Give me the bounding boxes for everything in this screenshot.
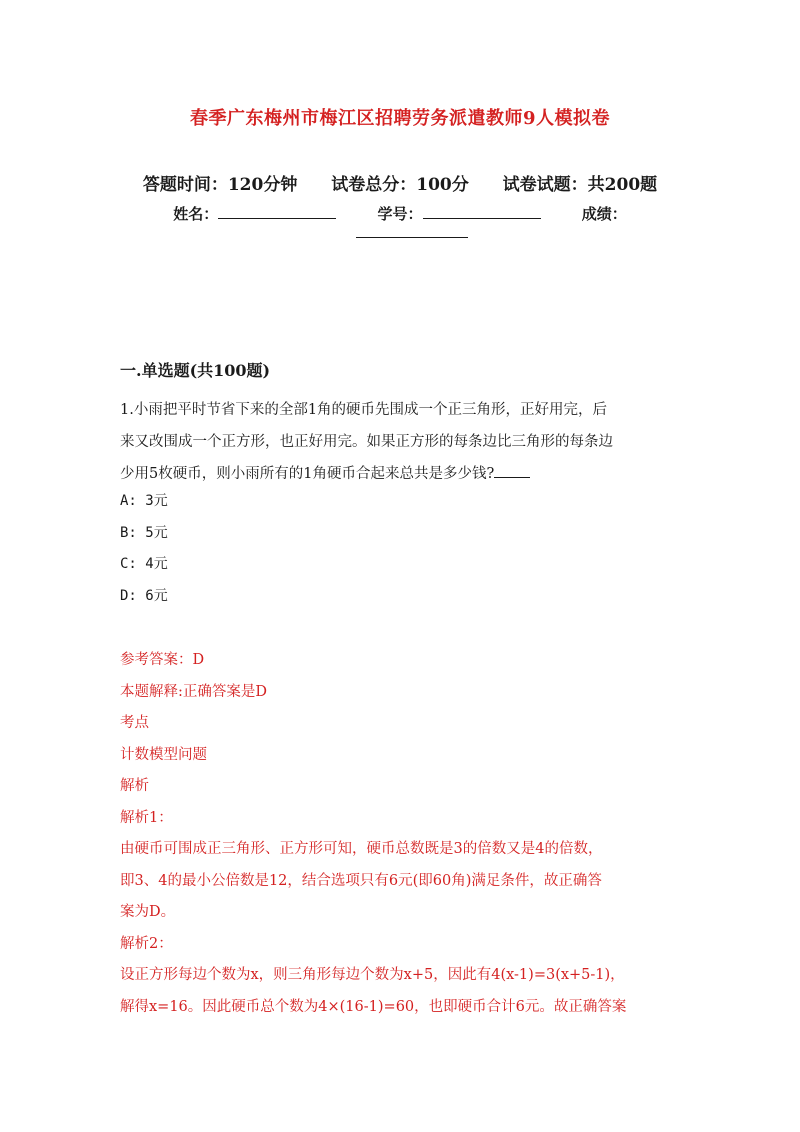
question-1 [120,394,682,490]
jiexi-2-label: 解析2： [120,935,173,952]
question-line [120,458,682,490]
analysis-title: 本题解释:正确答案是D [120,683,268,700]
section-heading: 一.单选题(共100题) [120,361,271,380]
exam-time: 答题时间：120分钟 [142,175,298,195]
name-blank[interactable] [218,204,336,219]
jiexi-1-line: 由硬币可围成正三角形、正方形可知，硬币总数既是3的倍数又是4的倍数， [120,841,603,857]
jiexi-1-line: 案为D。 [120,904,176,920]
reference-answer: 参考答案：D [120,652,205,668]
exam-total-score: 试卷总分：100分 [331,175,469,195]
option-d[interactable]: D: 6元 [120,587,168,604]
point-label: 考点 [120,715,149,731]
id-label: 学号： [377,205,423,223]
option-a[interactable]: A: 3元 [120,493,168,509]
score-blank[interactable] [356,225,468,238]
point-value: 计数模型问题 [120,746,207,763]
answer-options [120,486,168,612]
student-fields [0,203,800,224]
jiexi-2-line: 设正方形每边个数为x，则三角形每边个数为x+5，因此有4(x-1)=3(x+5-1)， [120,967,625,983]
exam-meta [0,170,800,195]
exam-total-questions: 试卷试题：共200题 [502,175,658,195]
page-title: 春季广东梅州市梅江区招聘劳务派遣教师9人模拟卷 [189,108,611,129]
question-line: 1.小雨把平时节省下来的全部1角的硬币先围成一个正三角形，正好用完，后 [120,402,608,418]
id-field [377,203,540,224]
answer-blank [494,465,530,478]
id-blank[interactable] [423,204,541,219]
question-line-text: 少用5枚硬币，则小雨所有的1角硬币合起来总共是多少钱? [120,466,495,482]
option-b[interactable]: B: 5元 [120,524,168,541]
question-line: 来又改围成一个正方形，也正好用完。如果正方形的每条边比三角形的每条边 [120,434,613,450]
answer-explanation [120,645,682,1023]
score-field [582,203,627,224]
option-c[interactable]: C: 4元 [120,556,168,572]
name-label: 姓名： [173,205,219,223]
jiexi-1-line: 即3、4的最小公倍数是12，结合选项只有6元(即60角)满足条件，故正确答 [120,872,602,889]
score-label: 成绩： [581,205,627,223]
name-field [173,203,336,224]
jiexi-2-line: 解得x=16。因此硬币总个数为4×(16-1)=60，也即硬币合计6元。故正确答案 [120,998,627,1015]
jiexi-label: 解析 [120,778,149,794]
jiexi-1-label: 解析1： [120,809,173,826]
